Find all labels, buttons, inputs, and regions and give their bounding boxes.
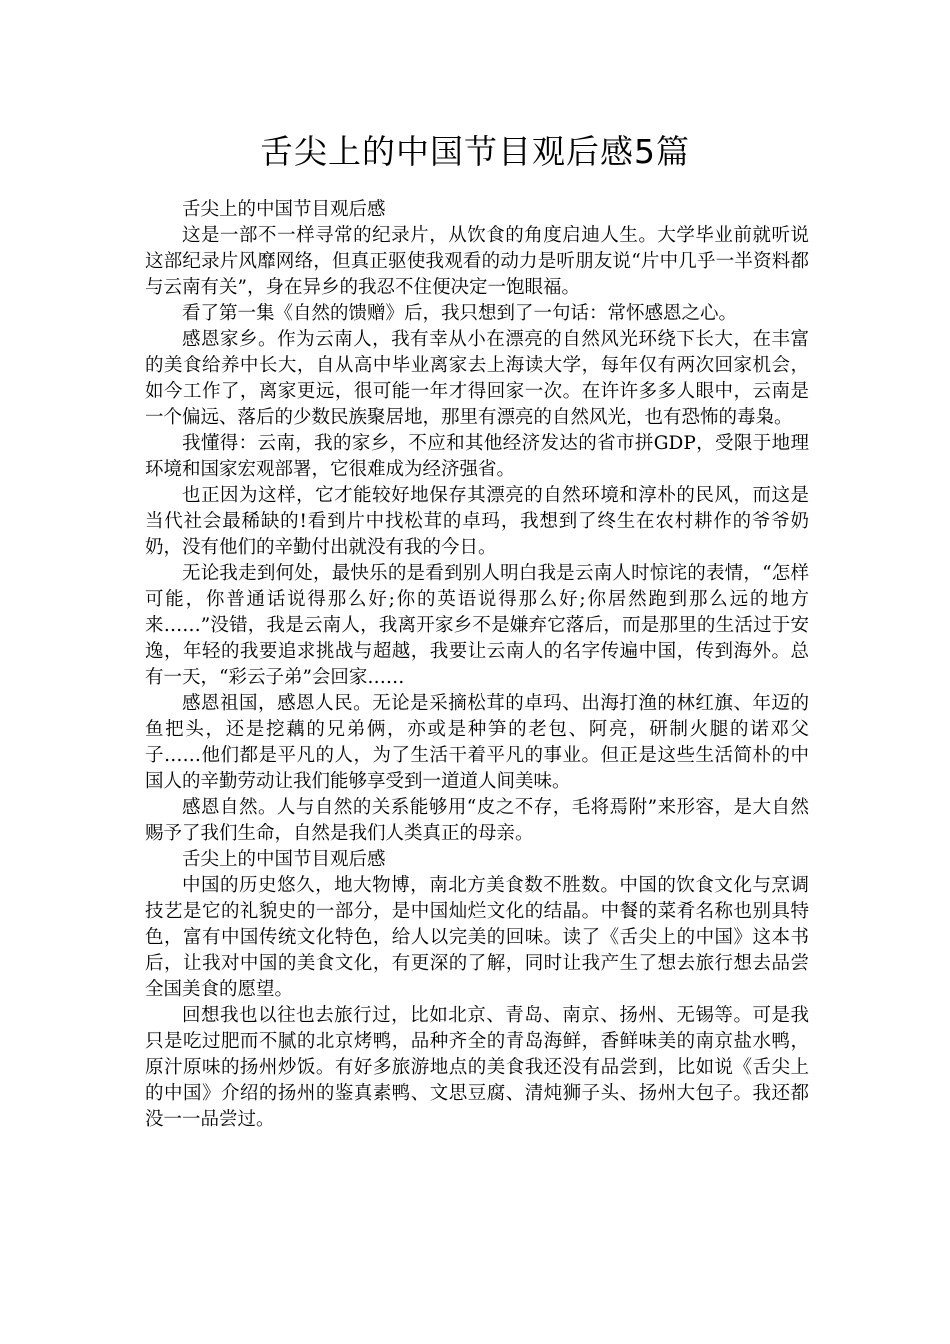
- paragraph: 这是一部不一样寻常的纪录片，从饮食的角度启迪人生。大学毕业前就听说这部纪录片风靡网络，但真正驱使我观看的动力是听朋友说“片中几乎一半资料都与云南有关”，身在异乡的我忍不住便决定一饱眼福。: [145, 225, 809, 298]
- paragraph: 看了第一集《自然的馈赠》后，我只想到了一句话：常怀感恩之心。: [182, 303, 738, 324]
- paragraph: 我懂得：云南，我的家乡，不应和其他经济发达的省市拼GDP，受限于地理环境和国家宏观部署，它很难成为经济强省。: [145, 433, 809, 480]
- paragraph: 无论我走到何处，最快乐的是看到别人明白我是云南人时惊诧的表情，“怎样可能，你普通话说得那么好;你的英语说得那么好;你居然跑到那么远的地方来……”没错，我是云南人，我离开家乡不是嫌弃它落后，而是那里的生活过于安逸，年轻的我要追求挑战与超越，我要让云南人的名字传遍中国，传到海外。总有一天，“彩云子弟”会回家……: [145, 563, 809, 688]
- paragraph: 回想我也以往也去旅行过，比如北京、青岛、南京、扬州、无锡等。可是我只是吃过肥而不腻的北京烤鸭，品种齐全的青岛海鲜，香鲜味美的南京盐水鸭，原汁原味的扬州炒饭。有好多旅游地点的美食我还没有品尝到，比如说《舌尖上的中国》介绍的扬州的鉴真素鸭、文思豆腐、清炖狮子头、扬州大包子。我还都没一一品尝过。: [145, 1005, 809, 1130]
- document-body: [145, 197, 809, 1133]
- section-heading: 舌尖上的中国节目观后感: [182, 199, 386, 220]
- section-heading: 舌尖上的中国节目观后感: [182, 849, 386, 870]
- paragraph: 感恩家乡。作为云南人，我有幸从小在漂亮的自然风光环绕下长大，在丰富的美食给养中长大，自从高中毕业离家去上海读大学，每年仅有两次回家机会，如今工作了，离家更远，很可能一年才得回家一次。在许许多多人眼中，云南是一个偏远、落后的少数民族聚居地，那里有漂亮的自然风光，也有恐怖的毒枭。: [145, 329, 809, 428]
- document-title: 舌尖上的中国节目观后感5篇: [260, 132, 690, 171]
- paragraph: 感恩自然。人与自然的关系能够用“皮之不存，毛将焉附”来形容，是大自然赐予了我们生命，自然是我们人类真正的母亲。: [145, 797, 809, 844]
- paragraph: 中国的历史悠久，地大物博，南北方美食数不胜数。中国的饮食文化与烹调技艺是它的礼貌史的一部分，是中国灿烂文化的结晶。中餐的菜肴名称也别具特色，富有中国传统文化特色，给人以完美的回味。读了《舌尖上的中国》这本书后，让我对中国的美食文化，有更深的了解，同时让我产生了想去旅行想去品尝全国美食的愿望。: [145, 875, 809, 1000]
- paragraph: 感恩祖国，感恩人民。无论是采摘松茸的卓玛、出海打渔的林红旗、年迈的鱼把头，还是挖藕的兄弟俩，亦或是种笋的老包、阿亮，研制火腿的诺邓父子……他们都是平凡的人，为了生活干着平凡的事业。但正是这些生活简朴的中国人的辛勤劳动让我们能够享受到一道道人间美味。: [145, 693, 809, 792]
- paragraph: 也正因为这样，它才能较好地保存其漂亮的自然环境和淳朴的民风，而这是当代社会最稀缺的!看到片中找松茸的卓玛，我想到了终生在农村耕作的爷爷奶奶，没有他们的辛勤付出就没有我的今日。: [145, 485, 809, 558]
